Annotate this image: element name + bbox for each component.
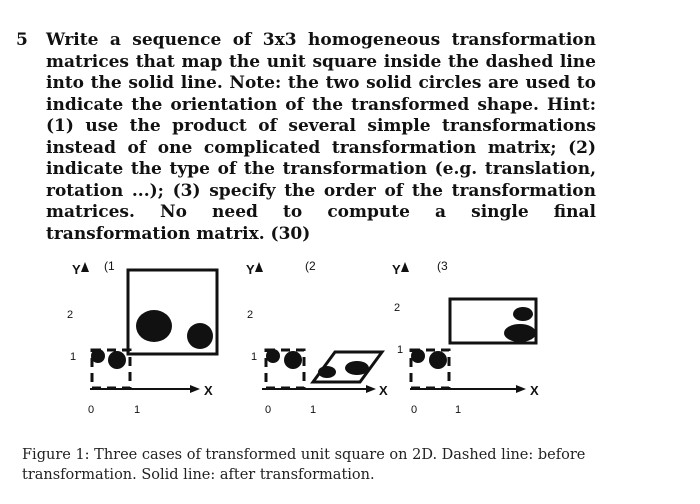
panel-1-solid-circle-a <box>136 310 172 342</box>
panel-1-y-arrow <box>81 262 89 272</box>
panel-2-solid-circle-b <box>345 361 369 375</box>
panel-2-dashed-circle-b <box>284 351 302 369</box>
panel-1-solid-circle-b <box>187 323 213 349</box>
panel-3 <box>392 259 539 416</box>
panel-1 <box>67 259 217 416</box>
panel-2-label: (2 <box>305 259 316 273</box>
panel-2-xtick-1: 1 <box>310 404 317 416</box>
panel-1-y-axis-label: Y <box>72 262 81 277</box>
panel-3-x-axis-label: X <box>530 383 539 398</box>
panel-3-y-arrow <box>401 262 409 272</box>
panel-2-y-arrow <box>255 262 263 272</box>
panel-2-y-axis-label: Y <box>246 262 255 277</box>
panel-2-xtick-0: 0 <box>265 404 272 416</box>
panel-3-dashed-circle-b <box>429 351 447 369</box>
problem-text: Write a sequence of 3x3 homogeneous transformation matrices that map the unit square inside the dashed line into the solid line. Note: the two solid circles are used to indicate the orientation of the transformed shape. Hint: (1) use the product of several simple transformations instead of one complicated transformation matrix; (2) indicate the type of the transformation (e.g. translation, rotation ...); (3) specify the order of the transformation matrices. No need to compute a single final transformation matrix. (30) <box>46 30 596 244</box>
problem-block <box>16 30 596 245</box>
panel-3-dashed-circle-a <box>411 349 425 363</box>
panel-2-ytick-2: 2 <box>247 309 254 321</box>
panel-3-solid-circle-a <box>513 307 533 321</box>
panel-2-x-arrow <box>366 385 376 393</box>
panel-1-xtick-1: 1 <box>134 404 141 416</box>
panel-3-ytick-2: 2 <box>394 302 401 314</box>
panel-2 <box>246 259 388 416</box>
panel-3-xtick-0: 0 <box>411 404 418 416</box>
figure-caption: Figure 1: Three cases of transformed unit square on 2D. Dashed line: before transformation. Solid line: after transformation. <box>22 447 586 483</box>
panel-3-solid-circle-b <box>504 324 536 342</box>
panel-2-x-axis-label: X <box>379 383 388 398</box>
panel-2-solid-circle-a <box>318 366 336 378</box>
panel-1-dashed-circle-b <box>108 351 126 369</box>
panel-1-ytick-2: 2 <box>67 309 74 321</box>
panel-1-xtick-0: 0 <box>88 404 95 416</box>
figure <box>0 248 700 438</box>
problem-number: 5 <box>16 30 28 50</box>
panel-2-ytick-1: 1 <box>251 351 258 363</box>
panel-1-label: (1 <box>104 259 115 273</box>
panel-1-ytick-1: 1 <box>70 351 77 363</box>
panel-2-dashed-circle-a <box>266 349 280 363</box>
panel-3-label: (3 <box>437 259 448 273</box>
panel-3-x-arrow <box>516 385 526 393</box>
panel-1-dashed-circle-a <box>91 349 105 363</box>
panel-3-ytick-1: 1 <box>397 344 404 356</box>
panel-1-x-axis-label: X <box>204 383 213 398</box>
panel-3-xtick-1: 1 <box>455 404 462 416</box>
panel-3-y-axis-label: Y <box>392 262 401 277</box>
panel-1-x-arrow <box>190 385 200 393</box>
